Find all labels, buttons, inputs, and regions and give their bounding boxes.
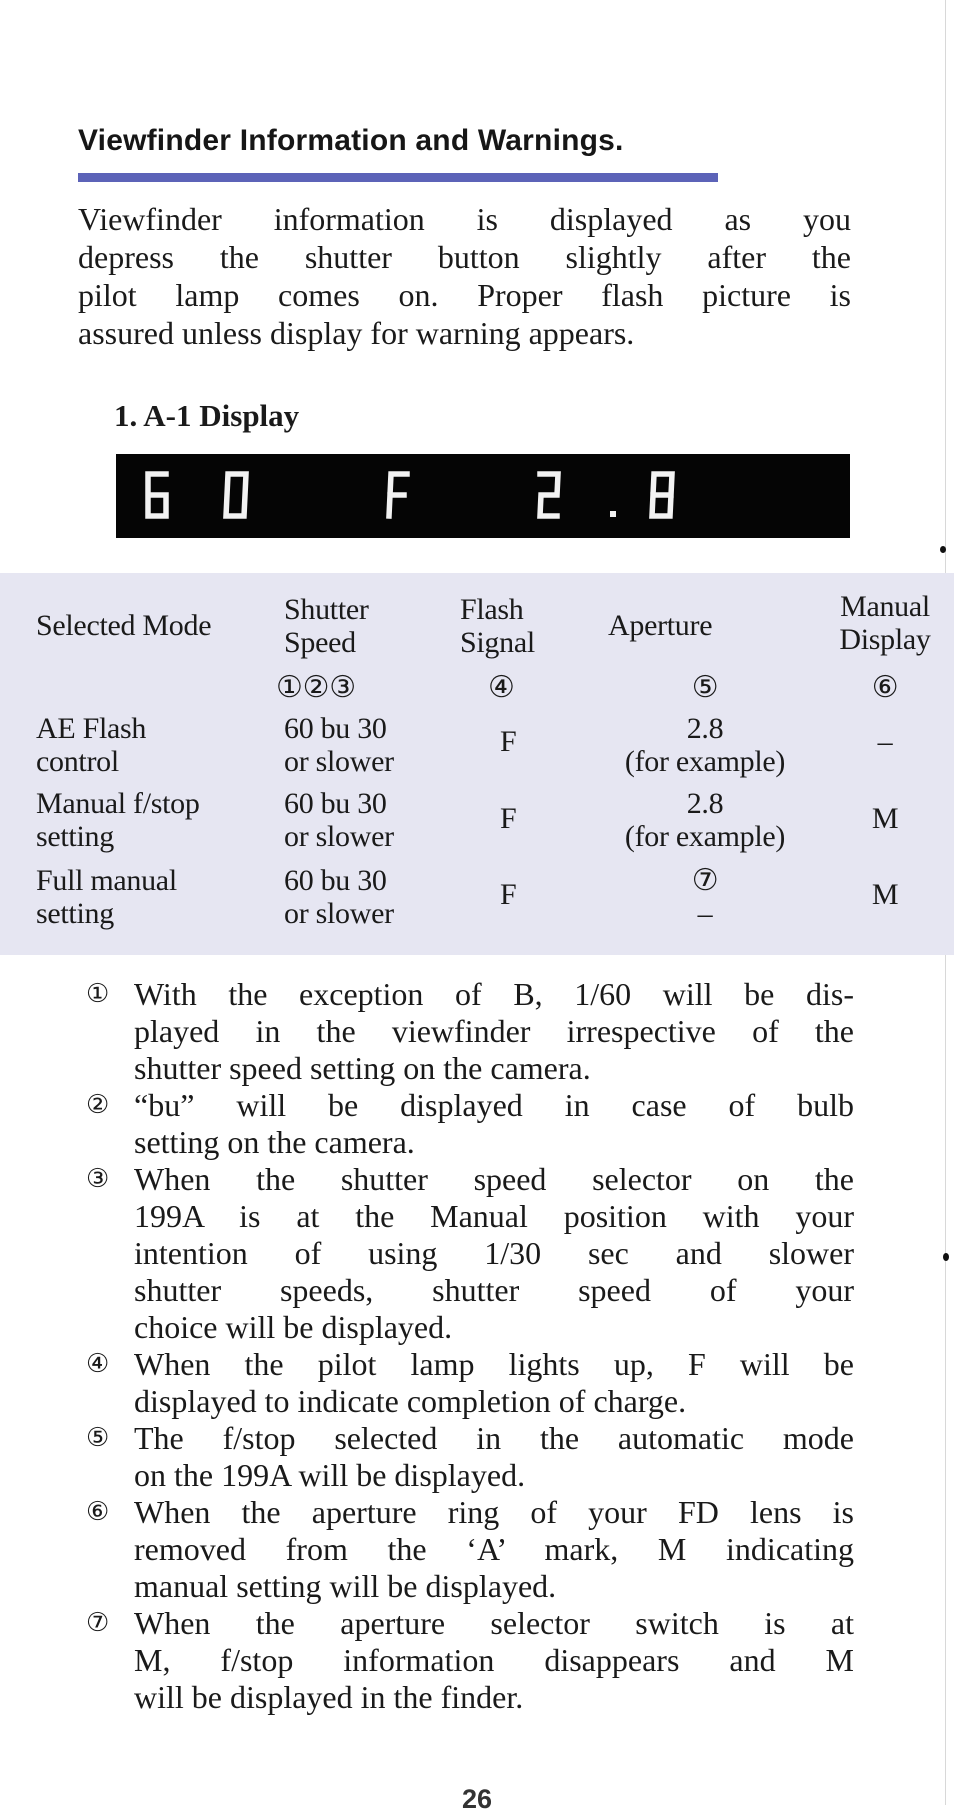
scan-speck <box>940 546 946 553</box>
cell-line: setting <box>36 820 114 853</box>
header-flash-line: Flash <box>460 593 524 626</box>
footnote-line: When the pilot lamp lights up, F will be <box>134 1346 854 1382</box>
cell-line: AE Flash <box>36 712 147 745</box>
lcd-digit-0 <box>226 474 246 516</box>
footnote-line: M, f/stop information disappears and M <box>134 1642 854 1678</box>
footnote-line: shutter speeds, shutter speed of your <box>134 1272 854 1308</box>
cell-line: 60 bu 30 <box>284 864 387 897</box>
footnote-number: ③ <box>86 1164 110 1194</box>
cell-line: (for example) <box>624 820 786 853</box>
footnote-line: on the 199A will be displayed. <box>134 1457 526 1493</box>
row-full-manual-manual: M <box>871 878 899 911</box>
intro-line: depress the shutter button slightly after the <box>78 239 851 275</box>
footnote-number: ⑦ <box>86 1608 110 1638</box>
cell-line: ⑦ <box>691 863 719 898</box>
row-ae-flash-shutter <box>284 712 394 778</box>
row-manual-fstop-aperture <box>590 787 820 853</box>
footnote-line: choice will be displayed. <box>134 1309 453 1345</box>
header-flash-signal <box>460 593 535 659</box>
cell-line: control <box>36 745 119 778</box>
lcd-digit-8 <box>652 474 672 516</box>
footnote-line: “bu” will be displayed in case of bulb <box>134 1087 854 1123</box>
header-selected-mode: Selected Mode <box>36 609 212 642</box>
scan-speck <box>943 1253 949 1261</box>
footnote-line: setting on the camera. <box>134 1124 415 1160</box>
cell-line: Manual f/stop <box>36 787 200 820</box>
header-shutter-line: Shutter <box>284 593 369 626</box>
footnote-number: ② <box>86 1090 110 1120</box>
footnotes-list <box>86 976 854 1716</box>
page-title: Viewfinder Information and Warnings. <box>78 124 624 157</box>
lcd-digit-6 <box>148 474 166 516</box>
footnote-line: manual setting will be displayed. <box>134 1568 557 1604</box>
page-number: 26 <box>461 1784 493 1814</box>
footnote-1 <box>86 976 854 1087</box>
footnote-line: With the exception of B, 1/60 will be dis- <box>134 976 854 1012</box>
row-ae-flash-manual: – <box>877 725 893 758</box>
footnote-line: When the shutter speed selector on the <box>134 1161 854 1197</box>
row-manual-fstop-mode <box>36 787 200 853</box>
lcd-display <box>116 454 850 538</box>
row-full-manual-shutter <box>284 864 394 930</box>
row-full-manual-flash: F <box>500 878 517 911</box>
intro-line: assured unless display for warning appears. <box>78 315 635 351</box>
header-shutter-line: Speed <box>284 626 356 659</box>
footnote-line: 199A is at the Manual position with your <box>134 1198 854 1234</box>
intro-paragraph <box>78 200 851 352</box>
marker-flash: ④ <box>488 670 515 705</box>
row-manual-fstop-manual: M <box>871 802 899 835</box>
cell-line: or slower <box>284 820 394 853</box>
footnote-line: shutter speed setting on the camera. <box>134 1050 591 1086</box>
cell-line: 2.8 <box>686 787 724 820</box>
footnote-number: ⑥ <box>86 1497 110 1527</box>
marker-shutter: ①②③ <box>276 670 356 705</box>
header-shutter-speed <box>284 593 369 659</box>
footnote-line: intention of using 1/30 sec and slower <box>134 1235 854 1271</box>
intro-line: pilot lamp comes on. Proper flash picture is <box>78 277 851 313</box>
footnote-3 <box>86 1161 854 1346</box>
row-manual-fstop-shutter <box>284 787 394 853</box>
footnote-5 <box>86 1420 854 1494</box>
footnote-number: ④ <box>86 1349 110 1379</box>
row-full-manual-mode <box>36 864 177 930</box>
section-heading: 1. A-1 Display <box>114 398 300 433</box>
row-ae-flash-aperture <box>590 712 820 778</box>
cell-line: 2.8 <box>686 712 724 745</box>
intro-line: Viewfinder information is displayed as you <box>78 201 851 237</box>
footnote-line: When the aperture ring of your FD lens is <box>134 1494 854 1530</box>
footnote-7 <box>86 1605 854 1716</box>
footnote-number: ① <box>86 979 110 1009</box>
lcd-letter-f <box>389 474 407 516</box>
header-flash-line: Signal <box>460 626 535 659</box>
header-manual-line: Display <box>839 623 931 656</box>
cell-line: 60 bu 30 <box>284 712 387 745</box>
footnote-line: will be displayed in the finder. <box>134 1679 524 1715</box>
row-ae-flash-mode <box>36 712 146 778</box>
footnote-line: The f/stop selected in the automatic mode <box>134 1420 854 1456</box>
row-ae-flash-flash: F <box>500 725 517 758</box>
header-aperture: Aperture <box>608 609 713 642</box>
title-underline <box>78 173 718 182</box>
row-full-manual-aperture <box>590 864 820 930</box>
footnote-line: When the aperture selector switch is at <box>134 1605 854 1641</box>
display-table <box>0 573 954 955</box>
cell-line: or slower <box>284 897 394 930</box>
footnote-line: displayed to indicate completion of charge. <box>134 1383 687 1419</box>
footnote-2 <box>86 1087 854 1161</box>
marker-manual: ⑥ <box>871 670 899 705</box>
header-manual-line: Manual <box>840 590 930 623</box>
footnote-number: ⑤ <box>86 1423 110 1453</box>
lcd-segment-readout <box>116 454 850 538</box>
lcd-decimal-point <box>610 511 616 517</box>
cell-line: 60 bu 30 <box>284 787 387 820</box>
cell-line: or slower <box>284 745 394 778</box>
footnote-line: removed from the ‘A’ mark, M indicating <box>134 1531 854 1567</box>
row-manual-fstop-flash: F <box>500 802 517 835</box>
cell-line: – <box>697 897 713 930</box>
lcd-digit-2 <box>540 474 558 516</box>
footnote-4 <box>86 1346 854 1420</box>
cell-line: Full manual <box>36 864 177 897</box>
header-manual-display <box>820 590 950 656</box>
cell-line: (for example) <box>624 745 786 778</box>
footnote-6 <box>86 1494 854 1605</box>
marker-aperture: ⑤ <box>691 670 719 705</box>
cell-line: setting <box>36 897 114 930</box>
footnote-line: played in the viewfinder irrespective of the <box>134 1013 854 1049</box>
